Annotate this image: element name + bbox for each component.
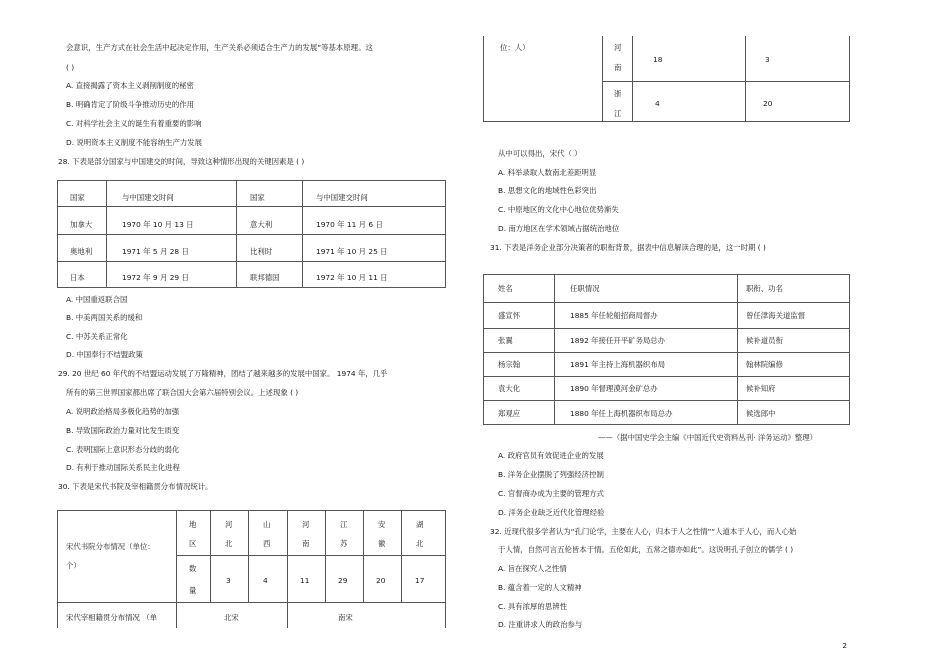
q31-cell: 曾任津海关道监督 [746, 311, 806, 320]
q31-option-d: D. 洋务企业缺乏近代化管理经验 [498, 508, 605, 517]
q28-cell: 日本 [70, 273, 85, 282]
q28-cell: 加拿大 [70, 220, 93, 229]
q31-option-a: A. 政府官员有效促进企业的发展 [498, 451, 604, 460]
q30-chancellor-north-value: 18 [653, 55, 663, 64]
q30-college-label: 宋代书院分布情况（单位： [66, 542, 155, 551]
q32-option-c: C. 具有浓厚的思辨性 [498, 602, 567, 611]
q27-answer-bracket: ( ) [66, 63, 75, 72]
q29-stem-line-2: 所有的第三世界国家都出席了联合国大会第六届特别会议。上述现象 ( ) [66, 388, 299, 397]
q30-region: 湖 [416, 520, 424, 529]
q28-stem: 28. 下表是部分国家与中国建交的时间，导致这种情形出现的关键因素是 ( ) [58, 157, 305, 166]
q31-source: ——（据中国史学会主编《中国近代史资料丛刊· 洋务运动》整理） [598, 433, 818, 442]
q30-table-continuation [483, 36, 850, 122]
q29-option-a: A. 说明政治格局多极化趋势的加强 [66, 407, 180, 416]
q31-cell: 1890 年督理漠河金矿总办 [570, 384, 658, 393]
q31-cell: 张翼 [498, 336, 513, 345]
q30-region-header: 区 [189, 539, 197, 548]
q30-region: 南 [302, 539, 310, 548]
q28-cell: 1972 年 9 月 29 日 [122, 273, 189, 282]
q30-tail: 从中可以得出，宋代（ ） [498, 149, 582, 158]
q31-cell: 候选郎中 [746, 409, 776, 418]
q31-cell: 袁大化 [498, 384, 521, 393]
q30-chancellor-north-value: 4 [655, 99, 660, 108]
q27-option-d: D. 说明资本主义制度不能容纳生产力发展 [66, 138, 203, 147]
q28-option-d: D. 中国奉行不结盟政策 [66, 350, 143, 359]
q31-header-title: 职衔、功名 [746, 284, 783, 293]
q30-count-header: 数 [189, 564, 197, 573]
q30-chancellor-unit: 位：人） [500, 43, 530, 52]
q30-count: 4 [263, 576, 268, 585]
q30-north-song: 北宋 [224, 613, 239, 622]
q30-region: 北 [416, 539, 424, 548]
q28-cell: 1971 年 5 月 28 日 [122, 247, 189, 256]
q28-cell: 1970 年 10 月 13 日 [122, 220, 194, 229]
q30-south-song: 南宋 [338, 613, 353, 622]
q30-region: 山 [263, 520, 271, 529]
q28-cell: 1971 年 10 月 25 日 [316, 247, 388, 256]
q30-stem: 30. 下表是宋代书院及宰相籍贯分布情况统计。 [58, 482, 213, 491]
q30-region: 西 [263, 539, 271, 548]
q30-chancellor-region: 河 [614, 43, 622, 52]
q30-option-d: D. 南方地区在学术领域占据统治地位 [498, 224, 620, 233]
q30-region: 徽 [378, 539, 386, 548]
q30-chancellor-label: 宋代宰相籍贯分布情况 （单 [66, 613, 158, 622]
q31-option-b: B. 洋务企业摆脱了列强经济控制 [498, 470, 604, 479]
q32-stem-line-2: 于人情，自然可言五伦皆本于情。五伦如此，五常之德亦如此”。这说明孔子创立的儒学 ( ) [498, 545, 794, 554]
q28-option-c: C. 中苏关系正常化 [66, 332, 128, 341]
q31-cell: 郑观应 [498, 409, 521, 418]
q31-cell: 1880 年任上海机器织布局总办 [570, 409, 673, 418]
q30-chancellor-region: 南 [614, 63, 622, 72]
q30-table [57, 510, 446, 628]
q30-option-a: A. 科举录取人数南北差距明显 [498, 168, 597, 177]
q30-region: 河 [225, 520, 233, 529]
q28-cell: 联邦德国 [250, 273, 280, 282]
q31-cell: 杨宗翰 [498, 360, 521, 369]
q28-cell: 1970 年 11 月 6 日 [316, 220, 383, 229]
q31-header-position: 任职情况 [570, 284, 600, 293]
page-number: 2 [842, 642, 847, 650]
q30-region: 河 [302, 520, 310, 529]
q30-region: 苏 [340, 539, 348, 548]
q28-option-b: B. 中美两国关系的缓和 [66, 313, 143, 322]
q28-cell: 意大利 [250, 220, 273, 229]
q30-chancellor-south-value: 20 [763, 99, 773, 108]
q28-cell: 1972 年 10 月 11 日 [316, 273, 388, 282]
q30-count: 3 [226, 576, 231, 585]
q31-cell: 盛宣怀 [498, 311, 521, 320]
q27-option-c: C. 对科学社会主义的诞生有着重要的影响 [66, 119, 202, 128]
q28-cell: 比利时 [250, 247, 273, 256]
q28-cell: 奥地利 [70, 247, 93, 256]
q31-header-name: 姓名 [498, 284, 513, 293]
q30-count: 17 [415, 576, 425, 585]
q31-cell: 1885 年任轮船招商局督办 [570, 311, 658, 320]
q30-region-header: 地 [189, 520, 197, 529]
q30-count: 29 [338, 576, 348, 585]
q31-table [483, 274, 850, 425]
q31-cell: 候补知府 [746, 384, 776, 393]
q32-option-b: B. 蕴含着一定的人文精神 [498, 583, 582, 592]
q32-stem-line-1: 32. 近现代很多学者认为“孔门论学，主要在人心，归本于人之性情”“人道本于人心，而人心始 [490, 527, 797, 536]
q30-count: 11 [300, 576, 310, 585]
q28-option-a: A. 中国重返联合国 [66, 295, 128, 304]
q30-region: 安 [378, 520, 386, 529]
q30-option-c: C. 中原地区的文化中心地位优势渐失 [498, 205, 619, 214]
q30-college-label-unit: 个） [66, 561, 81, 570]
q30-option-b: B. 思想文化的地域性色彩突出 [498, 186, 597, 195]
q28-header-date-1: 与中国建交时间 [122, 193, 174, 202]
q31-option-c: C. 官督商办成为主要的管理方式 [498, 489, 604, 498]
q29-stem-line-1: 29. 20 世纪 60 年代的不结盟运动发展了万隆精神，团结了越来越多的发展中国家。 1974 年，几乎 [58, 369, 388, 378]
q30-chancellor-south-value: 3 [765, 55, 770, 64]
q31-cell: 翰林院编修 [746, 360, 783, 369]
q31-stem: 31. 下表是洋务企业部分决策者的职衔背景，据表中信息解读合理的是，这一时期 ( ) [490, 243, 766, 252]
q32-option-d: D. 注重讲求人的政治参与 [498, 620, 583, 629]
q29-option-d: D. 有利于推动国际关系民主化进程 [66, 463, 180, 472]
q28-header-date-2: 与中国建交时间 [316, 193, 368, 202]
q29-option-b: B. 导致国际政治力量对比发生质变 [66, 426, 180, 435]
q30-region: 江 [340, 520, 348, 529]
q30-count: 20 [376, 576, 386, 585]
q28-table [57, 180, 446, 288]
q28-header-country-2: 国家 [250, 193, 265, 202]
q29-option-c: C. 表明国际上意识形态分歧的弱化 [66, 445, 180, 454]
q30-region: 北 [225, 539, 233, 548]
q30-chancellor-region: 江 [614, 109, 622, 118]
q30-count-header: 量 [189, 586, 197, 595]
q31-cell: 1891 年主持上海机器织布局 [570, 360, 666, 369]
q31-cell: 1892 年接任开平矿务局总办 [570, 336, 666, 345]
q28-header-country-1: 国家 [70, 193, 85, 202]
q27-option-a: A. 直接揭露了资本主义剥削制度的秘密 [66, 81, 194, 90]
q32-option-a: A. 旨在探究人之性情 [498, 564, 567, 573]
q30-chancellor-region: 浙 [614, 89, 622, 98]
q27-option-b: B. 明确肯定了阶级斗争推动历史的作用 [66, 100, 195, 109]
q27-continuation-line-1: 会意识，生产方式在社会生活中起决定作用，生产关系必须适合生产力的发展”等基本原理。这 [66, 43, 373, 52]
q31-cell: 候补道员衔 [746, 336, 783, 345]
